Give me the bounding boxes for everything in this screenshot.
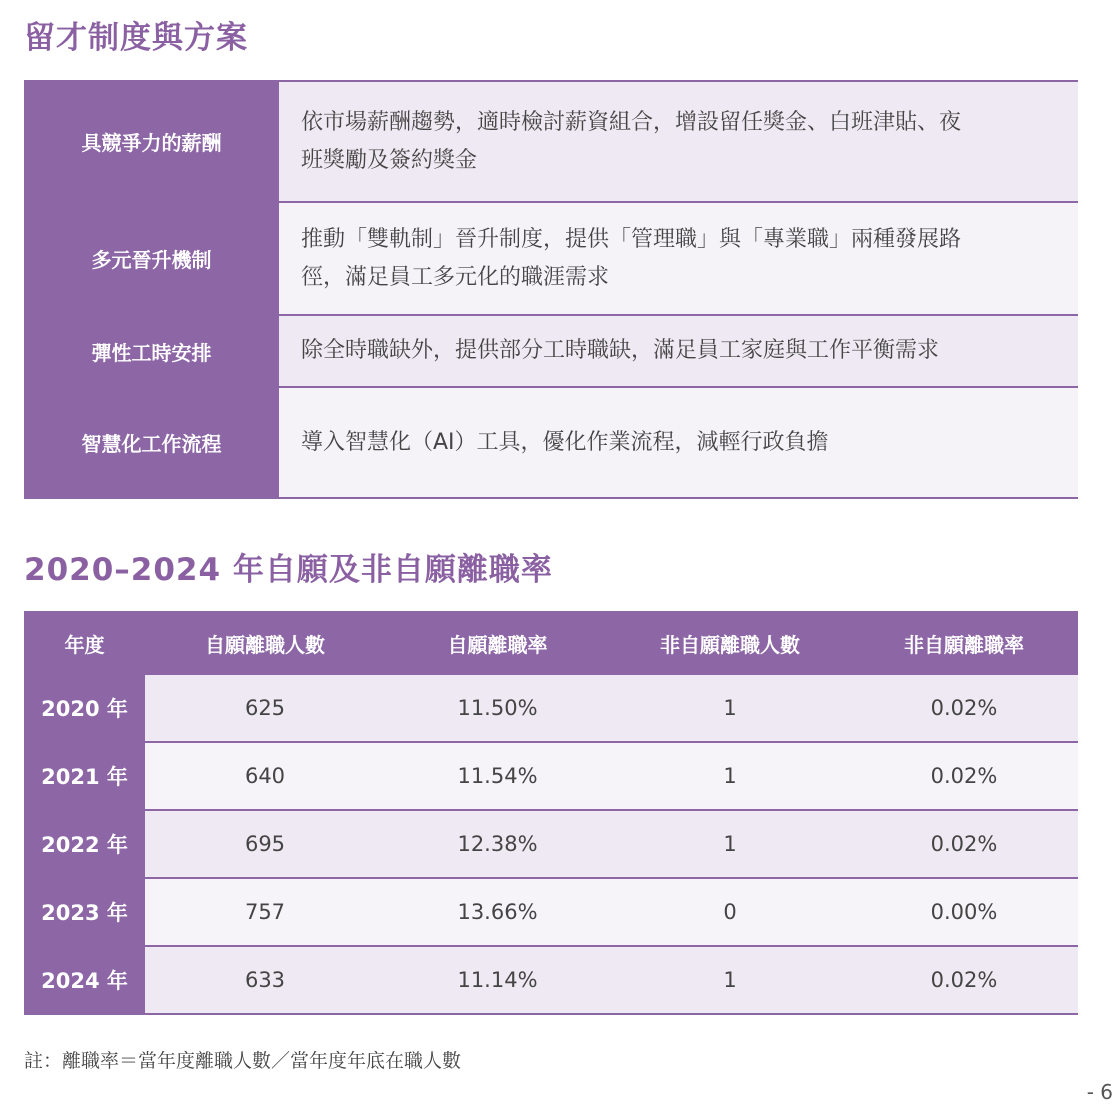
table-row xyxy=(24,743,1078,811)
section-title-turnover: 2020–2024 年自願及非自願離職率 xyxy=(24,552,553,588)
description-line: 班獎勵及簽約獎金 xyxy=(301,147,478,173)
retention-row xyxy=(24,388,1078,499)
involuntary-rate-cell: 0.02% xyxy=(850,947,1078,1013)
year-cell: 2022 年 xyxy=(24,811,145,877)
voluntary-rate-cell: 13.66% xyxy=(385,879,610,945)
involuntary-rate-cell: 0.02% xyxy=(850,675,1078,741)
retention-row xyxy=(24,203,1078,316)
header-voluntary-count: 自願離職人數 xyxy=(205,632,325,657)
table-header-row xyxy=(24,611,1078,675)
retention-row-description xyxy=(279,203,1078,314)
table-row xyxy=(24,879,1078,947)
year-cell: 2023 年 xyxy=(24,879,145,945)
retention-row-description xyxy=(279,316,1078,386)
involuntary-count-cell: 1 xyxy=(610,675,850,741)
voluntary-count-cell: 625 xyxy=(145,675,385,741)
description-line: 除全時職缺外，提供部分工時職缺，滿足員工家庭與工作平衡需求 xyxy=(301,338,940,363)
header-involuntary-count: 非自願離職人數 xyxy=(660,632,800,657)
voluntary-count-cell: 757 xyxy=(145,879,385,945)
turnover-table xyxy=(24,611,1078,1015)
table-row xyxy=(24,811,1078,879)
header-involuntary-rate: 非自願離職率 xyxy=(904,632,1024,657)
retention-row-label: 智慧化工作流程 xyxy=(24,388,279,497)
involuntary-rate-cell: 0.00% xyxy=(850,879,1078,945)
voluntary-rate-cell: 11.54% xyxy=(385,743,610,809)
voluntary-count-cell: 695 xyxy=(145,811,385,877)
retention-row xyxy=(24,316,1078,388)
involuntary-count-cell: 1 xyxy=(610,811,850,877)
table-row xyxy=(24,675,1078,743)
description-line: 徑，滿足員工多元化的職涯需求 xyxy=(301,264,610,290)
footnote: 註：離職率＝當年度離職人數／當年度年底在職人數 xyxy=(24,1050,462,1072)
retention-row-label: 具競爭力的薪酬 xyxy=(24,82,279,201)
voluntary-rate-cell: 11.50% xyxy=(385,675,610,741)
retention-table xyxy=(24,80,1078,499)
description-line: 依市場薪酬趨勢，適時檢討薪資組合，增設留任獎金、白班津貼、夜 xyxy=(301,109,962,135)
involuntary-count-cell: 1 xyxy=(610,743,850,809)
header-year: 年度 xyxy=(64,632,105,657)
description-line: 導入智慧化（AI）工具，優化作業流程，減輕行政負擔 xyxy=(301,429,829,455)
voluntary-rate-cell: 11.14% xyxy=(385,947,610,1013)
year-cell: 2021 年 xyxy=(24,743,145,809)
table-row xyxy=(24,947,1078,1015)
voluntary-count-cell: 633 xyxy=(145,947,385,1013)
voluntary-count-cell: 640 xyxy=(145,743,385,809)
retention-row xyxy=(24,80,1078,203)
retention-row-description xyxy=(279,82,1078,201)
involuntary-count-cell: 0 xyxy=(610,879,850,945)
year-cell: 2020 年 xyxy=(24,675,145,741)
retention-row-label: 彈性工時安排 xyxy=(24,316,279,386)
involuntary-rate-cell: 0.02% xyxy=(850,811,1078,877)
header-voluntary-rate: 自願離職率 xyxy=(447,632,548,657)
retention-row-description xyxy=(279,388,1078,497)
page-number: - 6 xyxy=(1086,1080,1113,1104)
retention-row-label: 多元晉升機制 xyxy=(24,203,279,314)
involuntary-rate-cell: 0.02% xyxy=(850,743,1078,809)
description-line: 推動「雙軌制」晉升制度，提供「管理職」與「專業職」兩種發展路 xyxy=(301,226,962,252)
section-title-retention: 留才制度與方案 xyxy=(24,20,248,56)
year-cell: 2024 年 xyxy=(24,947,145,1013)
involuntary-count-cell: 1 xyxy=(610,947,850,1013)
voluntary-rate-cell: 12.38% xyxy=(385,811,610,877)
